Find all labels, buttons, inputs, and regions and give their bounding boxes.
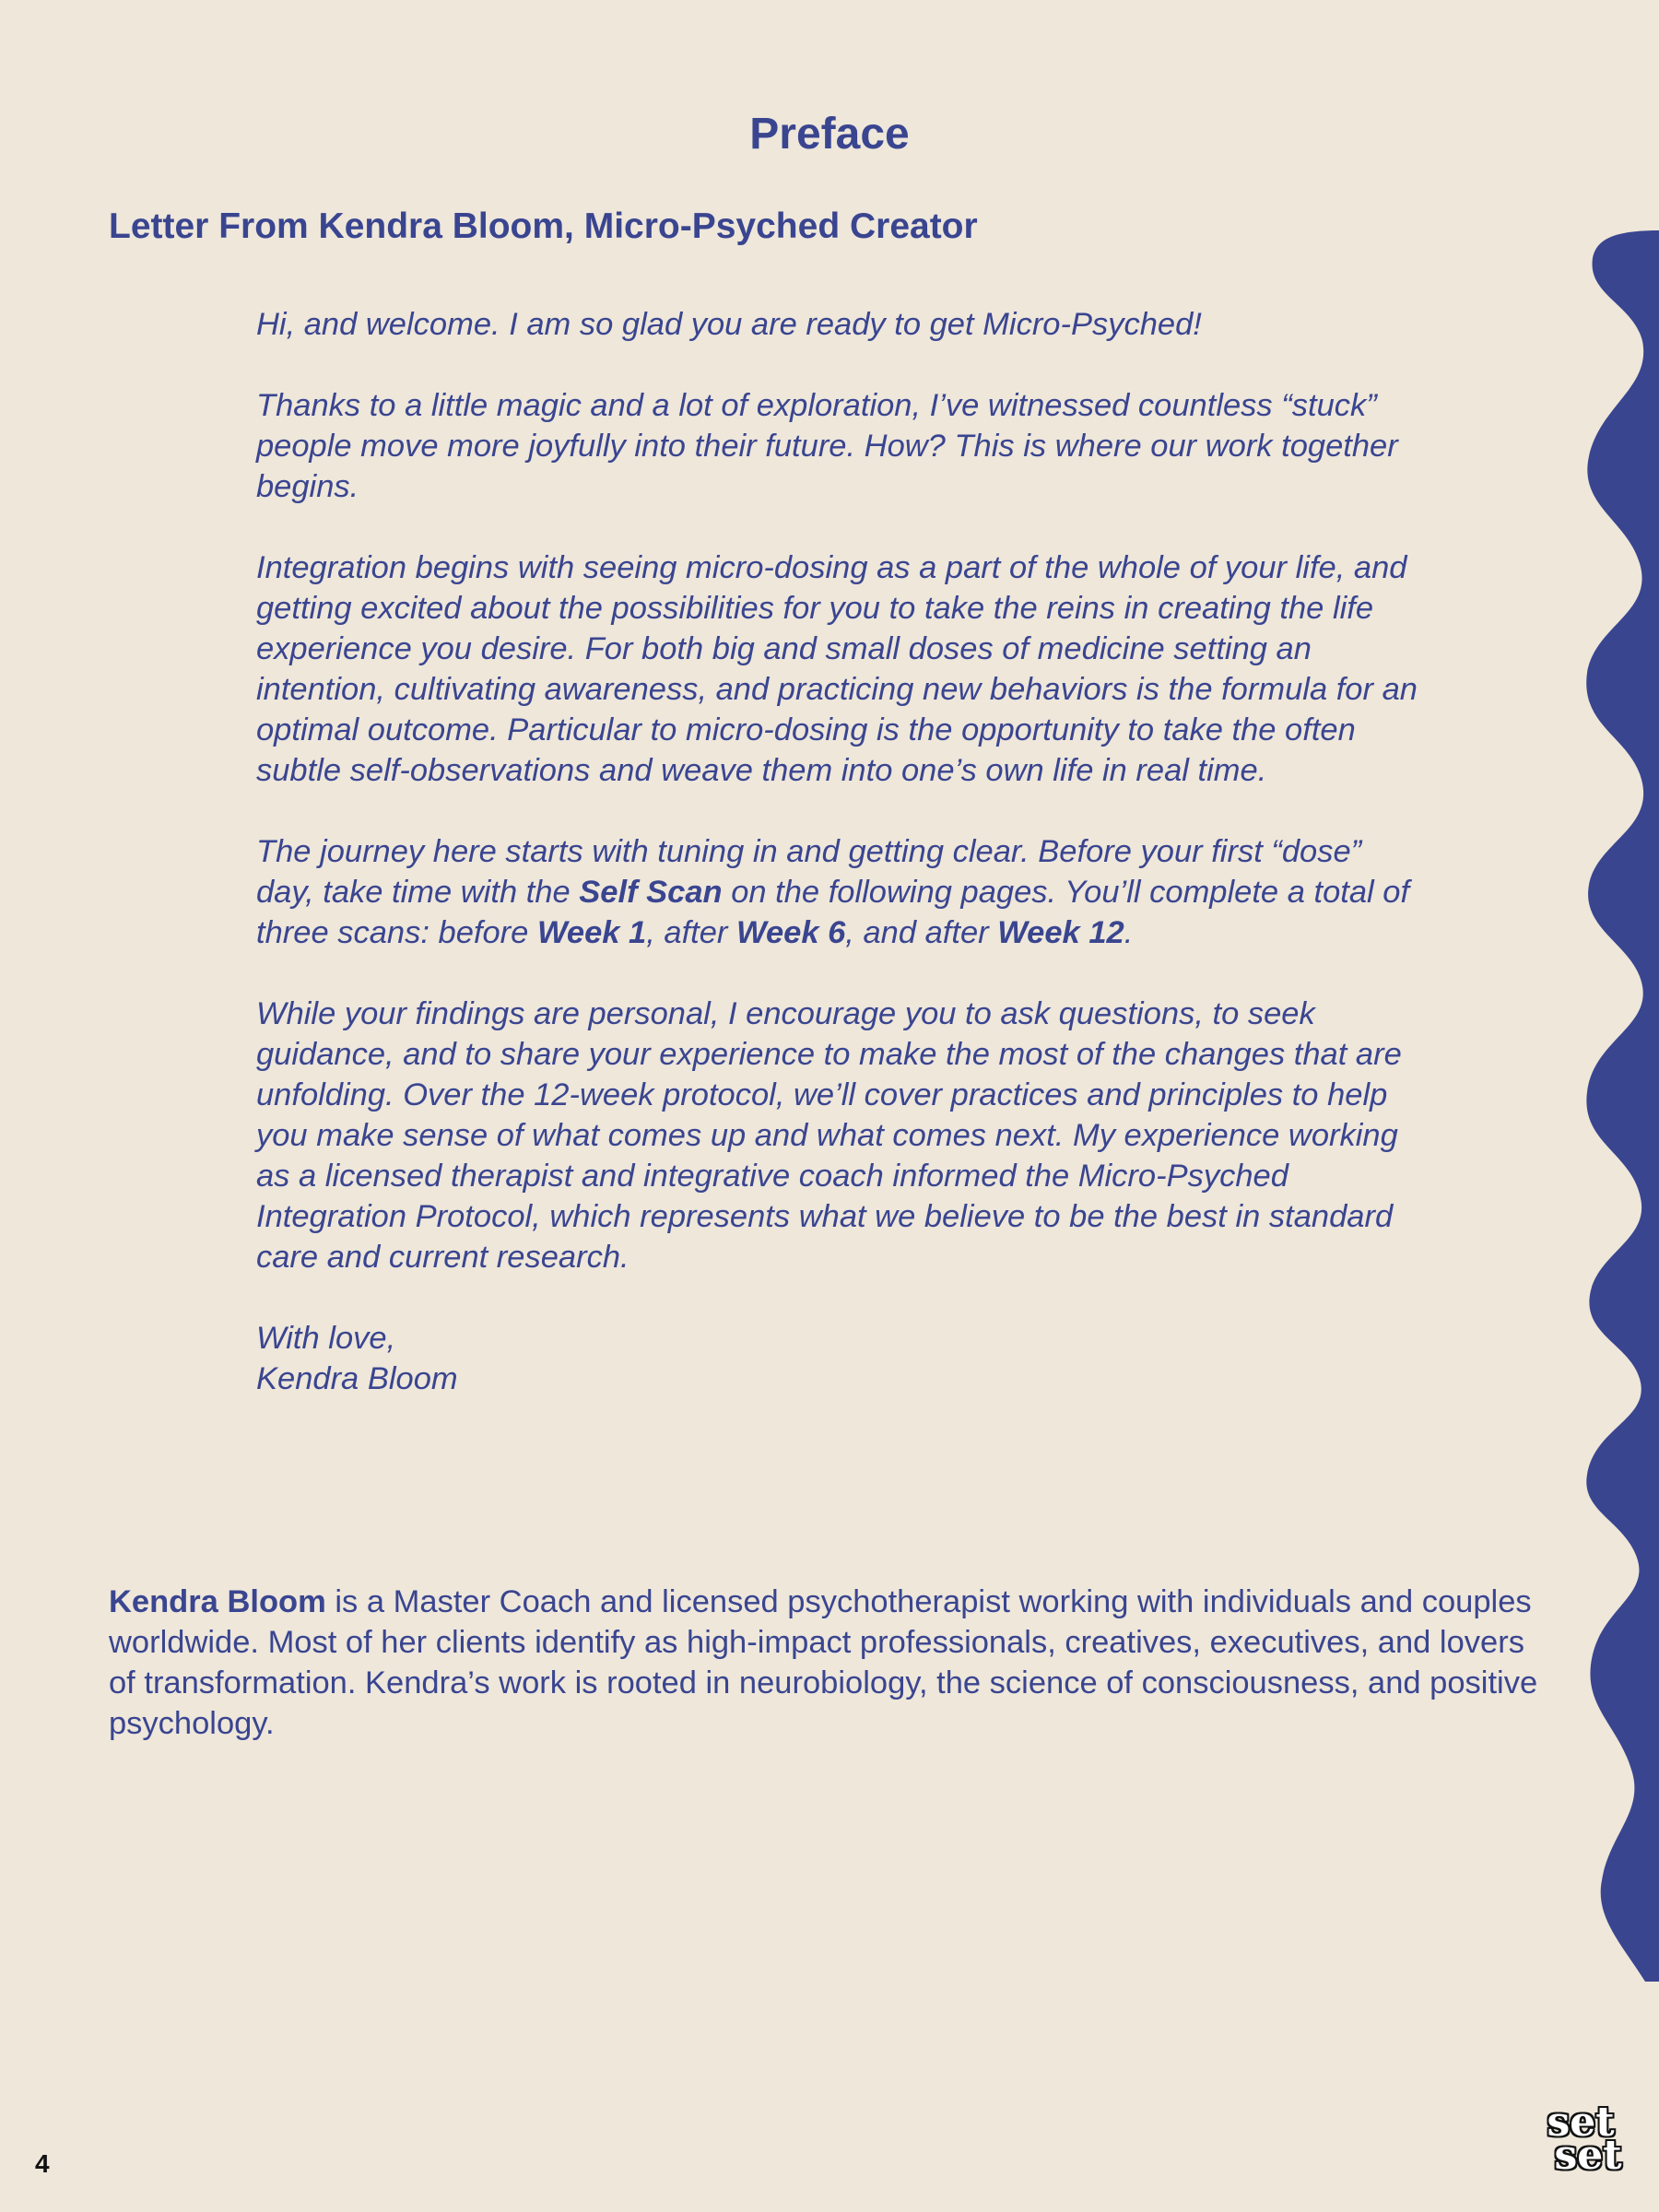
- letter-paragraph-2: Thanks to a little magic and a lot of exploration, I’ve witnessed countless “stuck” people move more joyfully into their future. How? This is where our work together begins.: [256, 388, 1398, 504]
- logo-text-line-2: set: [1554, 2132, 1622, 2179]
- letter-body: [256, 304, 1418, 1399]
- text-run: , after: [646, 915, 737, 950]
- text-run: The journey here starts with tuning in and getting clear. Before your first “dose” day, take time with the: [256, 834, 1362, 910]
- set-set-logo: [1530, 2099, 1631, 2180]
- letter-paragraph-1: Hi, and welcome. I am so glad you are ready to get Micro-Psyched!: [256, 307, 1202, 342]
- week-12-emphasis: Week 12: [997, 915, 1124, 950]
- week-1-emphasis: Week 1: [536, 915, 647, 950]
- letter-paragraph-3: Integration begins with seeing micro-dosing as a part of the whole of your life, and getting excited about the possibilities for you to take the reins in creating the life experience you desire. For both big and small doses of medicine setting an intention, cultivating awareness, and practicing new behaviors is the formula for an optimal outcome. Particular to micro-dosing is the opportunity to take the often subtle self-observations and weave them into one’s own life in real time.: [256, 550, 1418, 788]
- letter-heading: Letter From Kendra Bloom, Micro-Psyched Creator: [109, 206, 978, 246]
- week-6-emphasis: Week 6: [736, 915, 846, 950]
- decorative-wave-border: [1576, 230, 1659, 1982]
- page-title: Preface: [749, 110, 910, 159]
- author-bio-text: is a Master Coach and licensed psychotherapist working with individuals and couples worldwide. Most of her clients identify as high-impact professionals, creatives, executives, and lovers of transformation. Kendra’s work is rooted in neurobiology, the science of consciousness, and positive psychology.: [109, 1584, 1538, 1741]
- text-run: .: [1124, 915, 1134, 950]
- letter-signature: Kendra Bloom: [256, 1361, 458, 1396]
- letter-closing: With love,: [256, 1321, 396, 1356]
- author-name: Kendra Bloom: [109, 1584, 326, 1619]
- self-scan-emphasis: Self Scan: [579, 875, 723, 910]
- page-number: 4: [35, 2149, 50, 2178]
- letter-paragraph-4: [256, 831, 1418, 953]
- text-run: , and after: [845, 915, 998, 950]
- author-bio: [109, 1582, 1547, 1744]
- text-run: on the following pages. You’ll complete a total of three scans: before: [256, 875, 1410, 950]
- logo-text-line-1: set: [1547, 2099, 1615, 2146]
- letter-paragraph-5: While your findings are personal, I encourage you to ask questions, to seek guidance, and to share your experience to make the most of the changes that are unfolding. Over the 12-week protocol, we’ll cover practices and principles to help you make sense of what comes up and what comes next. My experience working as a licensed therapist and integrative coach informed the Micro-Psyched Integration Protocol, which represents what we believe to be the best in standard care and current research.: [256, 996, 1402, 1275]
